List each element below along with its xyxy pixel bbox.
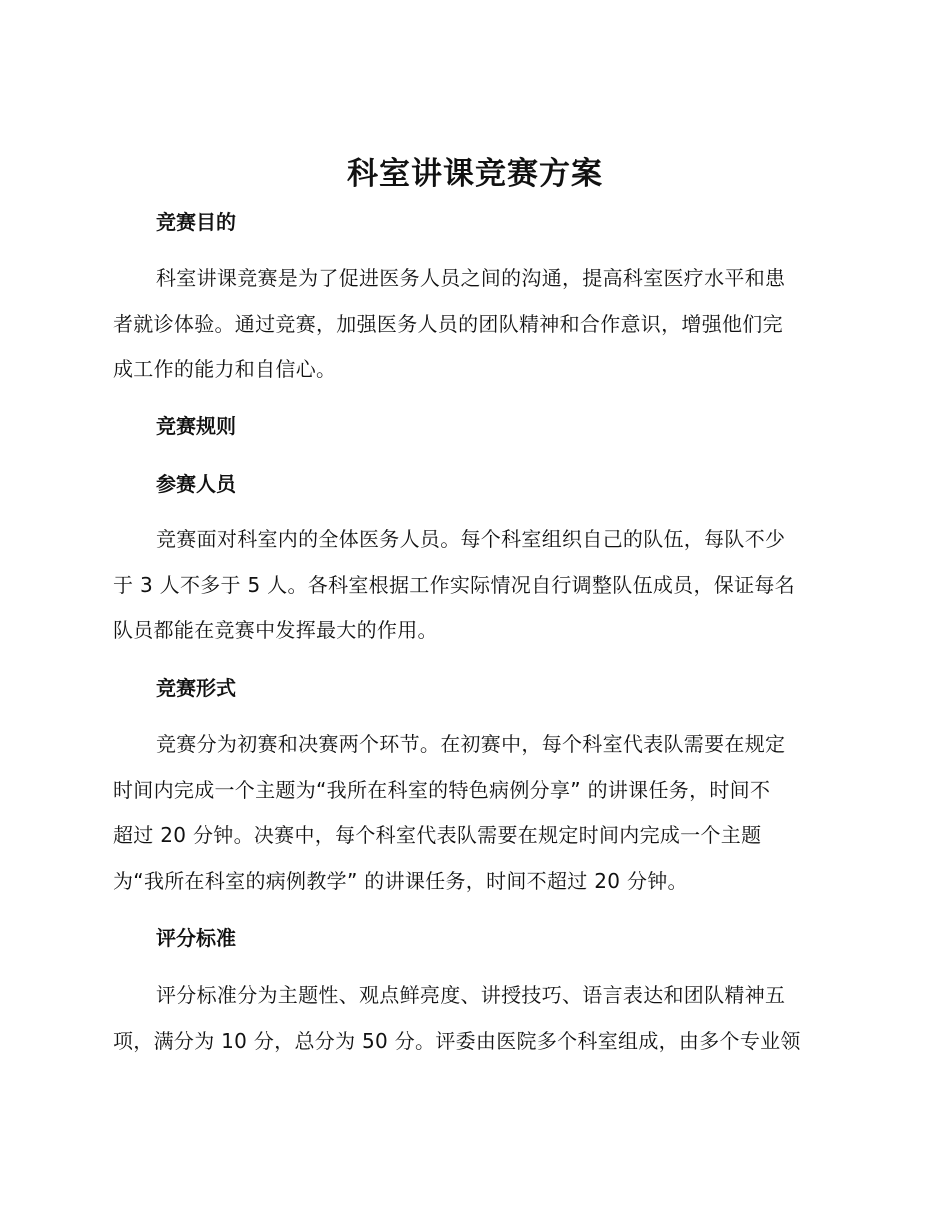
- section-heading-format: 竞赛形式: [156, 676, 236, 700]
- paragraph-line: 竞赛面对科室内的全体医务人员。每个科室组织自己的队伍，每队不少: [156, 527, 786, 551]
- paragraph-line: 为“我所在科室的病例教学” 的讲课任务，时间不超过 20 分钟。: [113, 868, 688, 893]
- paragraph-line: 成工作的能力和自信心。: [113, 357, 337, 381]
- section-paragraph-scoring: [113, 973, 837, 1064]
- section-heading-purpose: 竞赛目的: [156, 210, 236, 234]
- section-heading-participants: 参赛人员: [156, 472, 236, 496]
- section-paragraph-participants: [113, 517, 837, 654]
- paragraph-line: 于 3 人不多于 5 人。各科室根据工作实际情况自行调整队伍成员，保证每名: [113, 572, 795, 597]
- paragraph-line: 超过 20 分钟。决赛中，每个科室代表队需要在规定时间内完成一个主题: [113, 823, 762, 847]
- paragraph-line: 竞赛分为初赛和决赛两个环节。在初赛中，每个科室代表队需要在规定: [156, 732, 786, 756]
- section-paragraph-purpose: [113, 256, 837, 393]
- paragraph-line: 评分标准分为主题性、观点鲜亮度、讲授技巧、语言表达和团队精神五: [156, 983, 786, 1007]
- paragraph-line: 者就诊体验。通过竞赛，加强医务人员的团队精神和合作意识，增强他们完: [113, 311, 783, 336]
- section-heading-rules: 竞赛规则: [156, 414, 236, 438]
- section-heading-scoring: 评分标准: [156, 926, 236, 950]
- paragraph-line: 科室讲课竞赛是为了促进医务人员之间的沟通，提高科室医疗水平和患: [156, 266, 786, 290]
- document-title: 科室讲课竞赛方案: [347, 156, 603, 192]
- paragraph-line: 项，满分为 10 分，总分为 50 分。评委由医院多个科室组成，由多个专业领: [113, 1028, 801, 1053]
- paragraph-line: 队员都能在竞赛中发挥最大的作用。: [113, 618, 438, 642]
- section-paragraph-format: [113, 722, 837, 904]
- paragraph-line: 时间内完成一个主题为“我所在科室的特色病例分享” 的讲课任务，时间不: [113, 777, 771, 802]
